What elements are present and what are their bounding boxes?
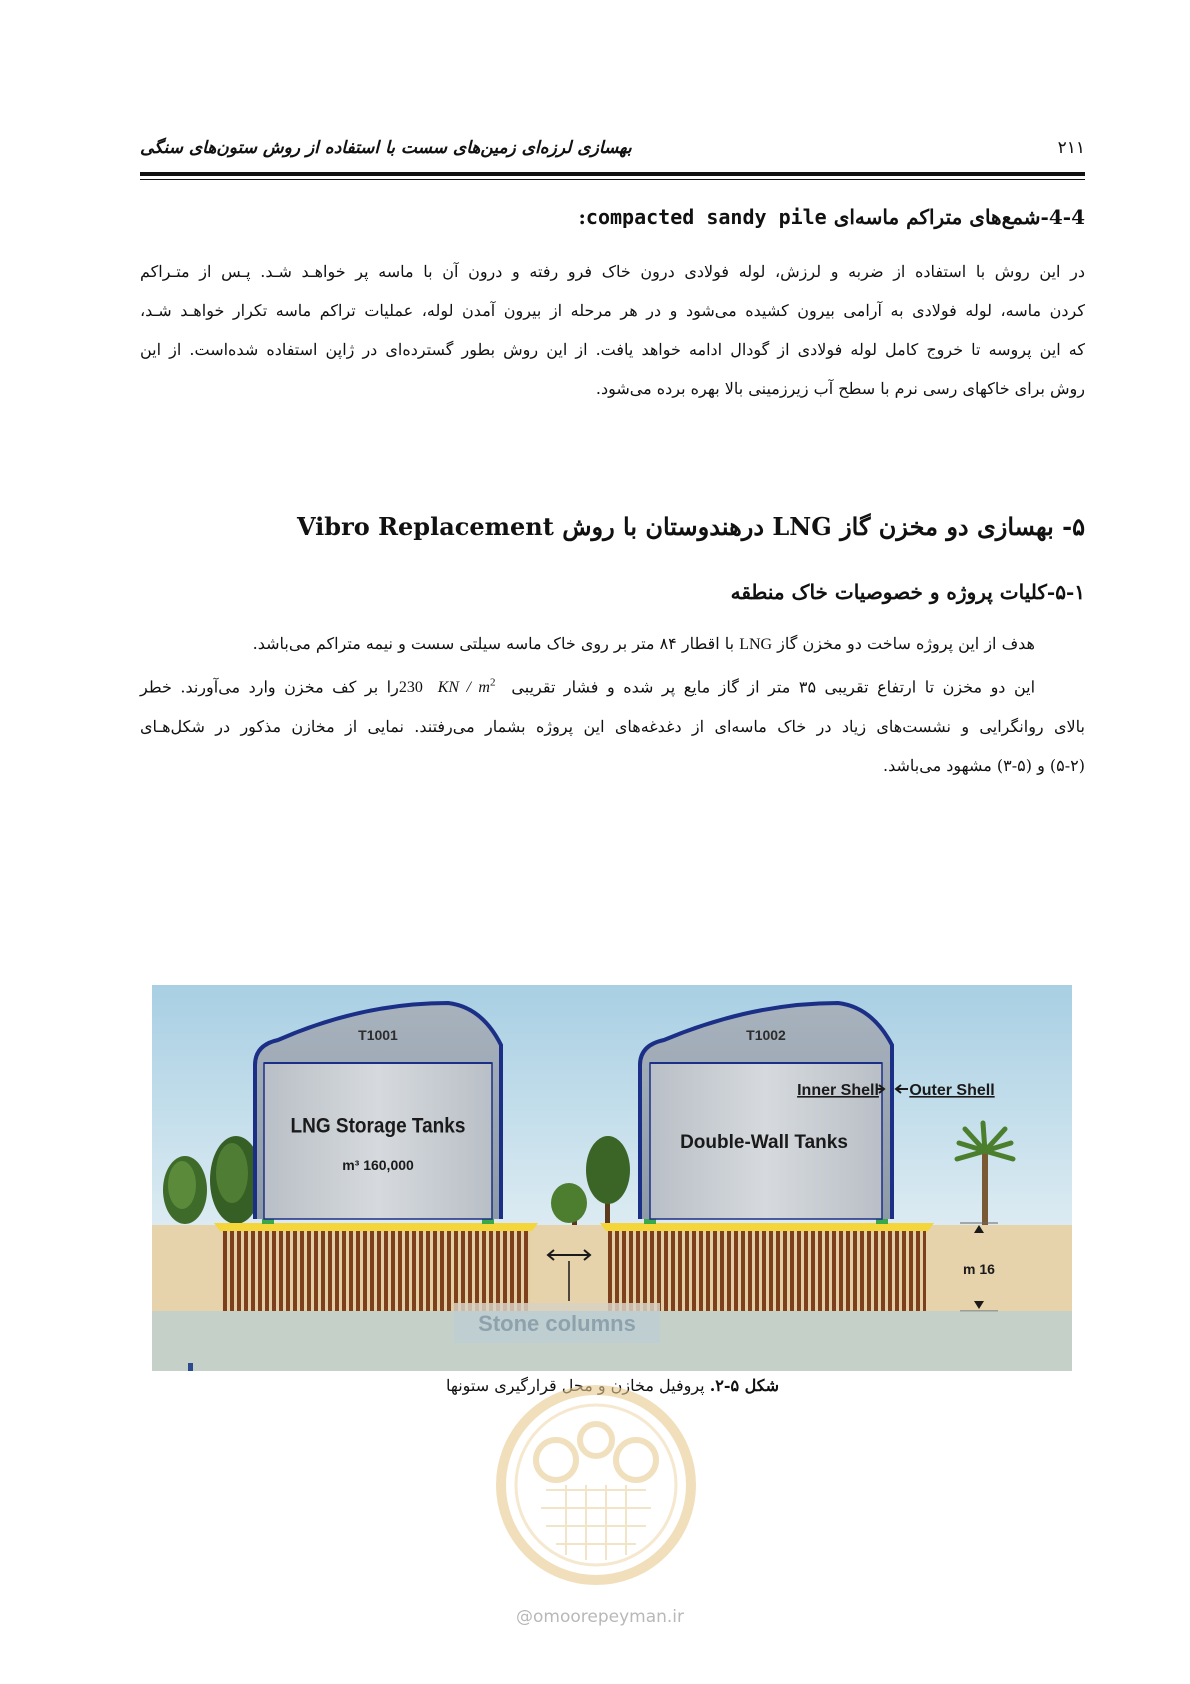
paragraph-line: روش برای خاکهای رسی نرم با سطح آب زیرزمینی بالا بهره برده می‌شود. xyxy=(595,379,1085,398)
line1-part-a: هدف از این پروژه ساخت دو مخزن گاز xyxy=(777,634,1035,653)
section-5-heading-en: Vibro Replacement xyxy=(296,512,554,541)
tank-profile-illustration xyxy=(152,985,1072,1371)
line2-part-a: این دو مخزن تا ارتفاع تقریبی ۳۵ متر از گاز مایع پر شده و فشار تقریبی xyxy=(511,677,1036,697)
section-4-4-paragraph xyxy=(140,252,1085,408)
running-header xyxy=(140,124,1085,158)
page-number: ۲۱۱ xyxy=(1057,138,1085,158)
paragraph-line: بالای روانگرایی و نشست‌های زیاد در خاک ماسه‌ای از دغدغه‌های این پروژه بشمار می‌رفتند. نمایی از مخازن مذکور در شکل‌هـای xyxy=(140,717,1085,737)
pressure-exponent: 2 xyxy=(489,677,496,689)
paragraph-line: کردن ماسه، لوله فولادی به آرامی بیرون کشیده می‌شود و در هر مرحله از بیرون آمدن لوله، عملیات تراکم ماسه تکرار خواهـد شـد، xyxy=(140,301,1086,320)
pressure-formula xyxy=(399,679,503,696)
tank-profile-figure xyxy=(152,985,1072,1371)
running-title: بهسازی لرزه‌ای زمین‌های سست با استفاده از روش ستون‌های سنگی xyxy=(140,138,632,158)
foundation-left xyxy=(214,1223,538,1231)
stone-columns-left xyxy=(222,1231,530,1311)
small-marker xyxy=(188,1363,193,1371)
header-rule-thick xyxy=(140,172,1085,176)
inner-shell-label: Inner Shell xyxy=(797,1082,879,1099)
section-5-heading xyxy=(140,512,1085,541)
watermark-url: @omoorepeyman.ir xyxy=(515,1607,685,1627)
pressure-value: 230 xyxy=(398,679,423,697)
section-5-1-heading: ۵-۱-کلیات پروژه و خصوصیات خاک منطقه xyxy=(730,580,1085,604)
tank1-title-label: LNG Storage Tanks xyxy=(290,1114,466,1138)
figure-bottom-strip xyxy=(152,1311,1072,1371)
depth-label: 16 m xyxy=(963,1261,995,1277)
foundation-right xyxy=(600,1223,934,1231)
section-5-heading-mid: درهندوستان با روش xyxy=(562,512,765,541)
watermark-seal-logo xyxy=(486,1380,706,1590)
pressure-unit: KN / m xyxy=(437,679,490,697)
tank1-id-label: T1001 xyxy=(358,1027,398,1043)
section-4-4-heading-en: compacted sandy pile xyxy=(585,205,827,229)
paragraph-line xyxy=(140,624,1085,664)
caption-prefix: شکل ۵-۲. xyxy=(709,1376,780,1395)
section-4-4-heading-colon: : xyxy=(578,205,586,229)
section-5-heading-prefix: ۵- بهسازی دو مخزن گاز xyxy=(840,512,1085,541)
tank2-id-label: T1002 xyxy=(746,1027,786,1043)
outer-shell-label: Outer Shell xyxy=(909,1082,995,1099)
tree-icon xyxy=(163,1156,207,1224)
paragraph-line: (۵-۲) و (۵-۳) مشهود می‌باشد. xyxy=(883,756,1085,776)
section-5-1-paragraph xyxy=(140,624,1085,785)
header-rule-thin xyxy=(140,179,1085,180)
paragraph-line: که این پروسه تا خروج کامل لوله فولادی از گودال ادامه خواهد یافت. از این روش بطور گسترده‌ای در ژاپن استفاده شده‌است. از این xyxy=(140,340,1085,359)
paragraph-line: در این روش با استفاده از ضربه و لرزش، لوله فولادی درون خاک فرو رفته و درون آن با ماسه پر خواهـد شـد. پـس از متـراکم xyxy=(140,262,1085,281)
section-4-4-heading-fa: 4-4-شمع‌های متراکم ماسه‌ای xyxy=(833,205,1085,229)
paragraph-line xyxy=(140,664,1085,707)
section-4-4-heading xyxy=(140,205,1085,229)
tank2-title-label: Double-Wall Tanks xyxy=(680,1132,848,1153)
line2-part-b: را بر کف مخزن وارد می‌آورند. خطر xyxy=(140,677,399,697)
stone-columns-right xyxy=(608,1231,926,1311)
tank1-capacity-label: 160,000 m³ xyxy=(342,1157,414,1173)
line1-part-b: با اقطار ۸۴ متر بر روی خاک ماسه سیلتی سست و نیمه متراکم می‌باشد. xyxy=(252,634,735,653)
line1-lng: LNG xyxy=(739,636,773,653)
section-5-heading-lng: LNG xyxy=(772,512,832,541)
caption-text: پروفیل مخازن و محل قرارگیری ستونها xyxy=(445,1376,705,1395)
